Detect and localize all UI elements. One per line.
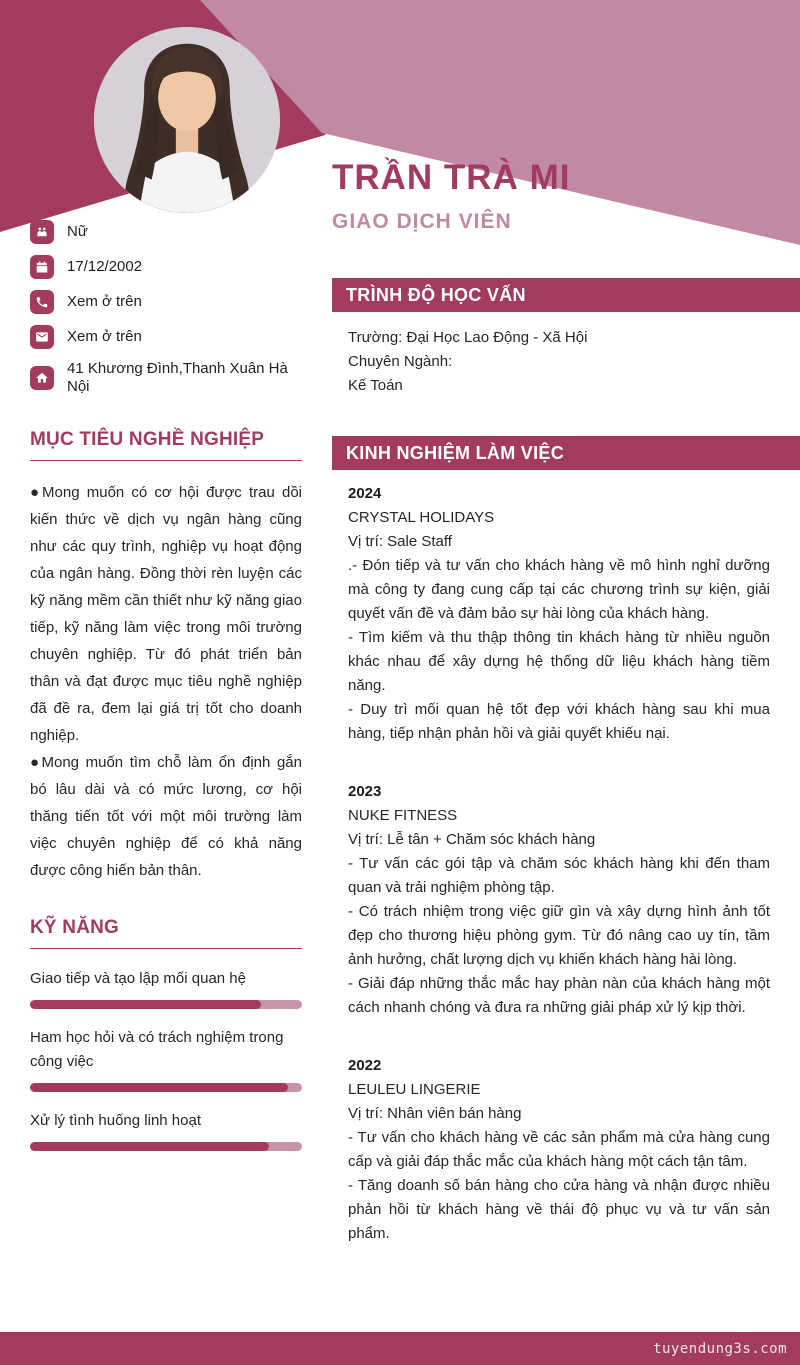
skill-bar-track [30,1142,302,1151]
job-role: Vị trí: Nhân viên bán hàng [348,1105,522,1122]
job-detail: - Tư vấn các gói tập và chăm sóc khách hàng khi đến tham quan và trải nghiệm phòng tập. [348,855,770,896]
objective-heading: MỤC TIÊU NGHỀ NGHIỆP [30,429,302,461]
job-role: Vị trí: Lễ tân + Chăm sóc khách hàng [348,831,596,848]
job-detail: - Giải đáp những thắc mắc hay phàn nàn của khách hàng một cách nhanh chóng và đưa ra những giải pháp xử lý kịp thời. [348,975,770,1016]
home-icon [30,366,54,390]
gender-icon [30,220,54,244]
education-major-label: Chuyên Ngành: [348,353,453,370]
job-detail: - Duy trì mối quan hệ tốt đẹp với khách hàng sau khi mua hàng, tiếp nhận phản hồi và giải quyết khiếu nại. [348,701,770,742]
skill-bar-fill [30,1083,288,1092]
job-detail: - Tìm kiếm và thu thập thông tin khách hàng từ nhiều nguồn khác nhau để xây dựng hệ thống dữ liệu khách hàng tiềm năng. [348,629,770,694]
objective-paragraph-2: ●Mong muốn tìm chỗ làm ổn định gắn bó lâu dài và có mức lương, cơ hội thăng tiến tốt với một môi trường làm việc chuyên nghiệp để có khả năng được công hiến bản thân. [30,754,302,879]
skill-bar-fill [30,1000,261,1009]
experience-body [332,470,800,1246]
job-role: Vị trí: Sale Staff [348,533,452,550]
email-value: Xem ở trên [67,328,142,345]
gender-value: Nữ [67,223,88,240]
education-major-value: Kế Toán [348,377,403,394]
contact-item-gender [30,220,302,244]
avatar-illustration [94,27,280,213]
contact-list [30,220,302,396]
skill-bar-fill [30,1142,269,1151]
phone-value: Xem ở trên [67,293,142,310]
job-year: 2022 [348,1057,382,1074]
job-entry-2022 [348,1054,770,1246]
skill-bar-track [30,1000,302,1009]
skill-bar-track [30,1083,302,1092]
address-value: 41 Khương Đình,Thanh Xuân Hà Nội [67,360,288,395]
right-column [332,158,800,1246]
skill-label: Ham học hỏi và có trách nghiệm trong công việc [30,1029,284,1070]
contact-item-address [30,360,302,396]
objective-paragraph-1: ●Mong muốn có cơ hội được trau dồi kiến thức về dịch vụ ngân hàng cũng như các quy trình, nghiệp vụ hoạt động của ngân hàng. Đồng thời rèn luyện các kỹ năng mềm cần thiết như kỹ năng giao tiếp, kỹ năng làm việc trong môi trường chuyên nghiệp. Từ đó phát triển bản thân và đạt được mục tiêu nghề nghiệp đã đề ra, đem lại giá trị tốt cho doanh nghiệp. [30,484,302,744]
job-entry-2023 [348,780,770,1020]
job-company: LEULEU LINGERIE [348,1081,481,1098]
skill-item [30,1026,302,1092]
experience-heading: KINH NGHIỆM LÀM VIỆC [346,442,565,463]
birthdate-value: 17/12/2002 [67,258,143,275]
skill-label: Xử lý tình huống linh hoạt [30,1112,201,1129]
job-company: NUKE FITNESS [348,807,458,824]
calendar-icon [30,255,54,279]
job-detail: - Có trách nhiệm trong việc giữ gìn và xây dựng hình ảnh tốt đẹp cho thương hiệu phòng gym. Từ đó nâng cao uy tín, tầm ảnh hưởng, chất lượng dịch vụ khiến khách hàng hài lòng. [348,903,770,968]
skill-item [30,967,302,1009]
job-detail: .- Đón tiếp và tư vấn cho khách hàng về mô hình nghỉ dưỡng mà công ty đang cung cấp tại các chương trình sự kiện, giải quyết vấn đề và đảm bảo sự hài lòng của khách hàng. [348,557,770,622]
email-icon [30,325,54,349]
footer-bar [0,1332,800,1365]
job-entry-2024 [348,482,770,746]
phone-icon [30,290,54,314]
education-section-header [332,278,800,312]
job-year: 2024 [348,485,382,502]
job-year: 2023 [348,783,382,800]
education-school: Trường: Đại Học Lao Động - Xã Hội [348,329,588,346]
job-detail: - Tư vấn cho khách hàng về các sản phẩm mà cửa hàng cung cấp và giải đáp thắc mắc của khách hàng một cách tận tâm. [348,1129,770,1170]
skills-heading: KỸ NĂNG [30,917,302,949]
education-body [332,312,800,398]
job-detail: - Tăng doanh số bán hàng cho cửa hàng và nhận được nhiều phản hồi từ khách hàng về thái độ phục vụ và tư vấn sản phẩm. [348,1177,770,1242]
left-column [30,220,302,1151]
footer-site-name: tuyendung3s.com [653,1340,787,1357]
contact-item-email [30,325,302,349]
contact-item-phone [30,290,302,314]
job-company: CRYSTAL HOLIDAYS [348,509,495,526]
candidate-position: GIAO DỊCH VIÊN [332,210,512,233]
experience-section-header [332,436,800,470]
education-heading: TRÌNH ĐỘ HỌC VẤN [346,284,526,305]
profile-photo [94,27,280,213]
contact-item-birthdate [30,255,302,279]
candidate-name: TRẦN TRÀ MI [332,158,571,197]
skill-label: Giao tiếp và tạo lập mối quan hệ [30,970,246,987]
skill-item [30,1109,302,1151]
